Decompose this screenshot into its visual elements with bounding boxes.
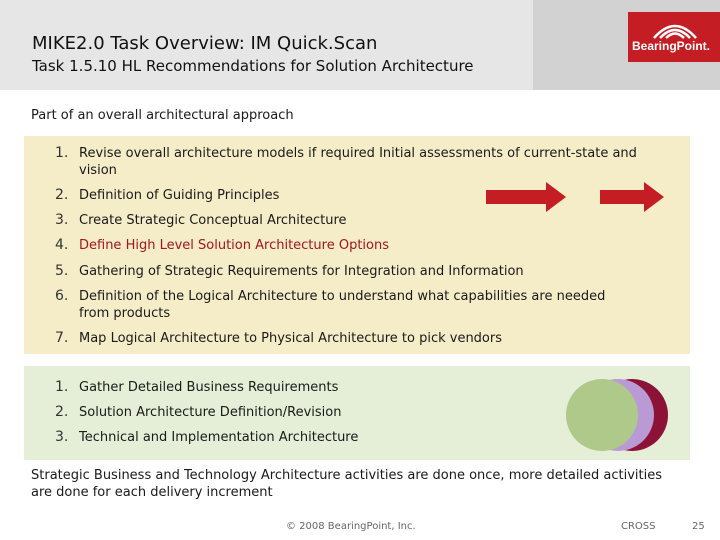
bearingpoint-logo <box>628 12 720 62</box>
step-text: Solution Architecture Definition/Revision <box>79 405 342 420</box>
step-number: 3. <box>55 429 69 445</box>
step-number: 3. <box>55 212 69 228</box>
step-number: 2. <box>55 404 69 420</box>
page-number: 25 <box>692 521 705 532</box>
step-number: 5. <box>55 263 69 279</box>
step-text: Definition of the Logical Architecture to understand what capabilities are needed from products <box>79 289 606 321</box>
step-text: Definition of Guiding Principles <box>79 188 280 203</box>
step-number: 4. <box>55 237 69 253</box>
step-number: 2. <box>55 187 69 203</box>
iteration-circles-icon <box>560 376 672 454</box>
step-text: Gathering of Strategic Requirements for Integration and Information <box>79 264 524 279</box>
step-text: Gather Detailed Business Requirements <box>79 380 339 395</box>
slide-title: MIKE2.0 Task Overview: IM Quick.Scan <box>32 33 378 54</box>
step-text: Technical and Implementation Architecture <box>79 430 359 445</box>
right-arrow-icon <box>486 182 566 212</box>
intro-text: Part of an overall architectural approach <box>31 108 294 123</box>
logo-arcs-icon <box>650 16 700 40</box>
right-arrow-icon <box>600 182 664 212</box>
logo-text: BearingPoint. <box>632 39 711 53</box>
slide-subtitle: Task 1.5.10 HL Recommendations for Solution Architecture <box>32 57 474 75</box>
step-text: Create Strategic Conceptual Architecture <box>79 213 347 228</box>
step-number: 1. <box>55 145 69 161</box>
footer-label: CROSS <box>621 521 656 532</box>
step-text: Revise overall architecture models if required Initial assessments of current-state and vision <box>79 146 637 178</box>
step-text-highlighted: Define High Level Solution Architecture Options <box>79 238 389 253</box>
header-divider <box>0 90 720 93</box>
footer-divider <box>24 510 690 511</box>
step-number: 6. <box>55 288 69 304</box>
closing-statement: Strategic Business and Technology Architecture activities are done once, more detailed activities are done for each delivery increment <box>31 468 663 500</box>
copyright-text: © 2008 BearingPoint, Inc. <box>286 521 416 532</box>
step-number: 1. <box>55 379 69 395</box>
step-number: 7. <box>55 330 69 346</box>
step-text: Map Logical Architecture to Physical Architecture to pick vendors <box>79 331 503 346</box>
